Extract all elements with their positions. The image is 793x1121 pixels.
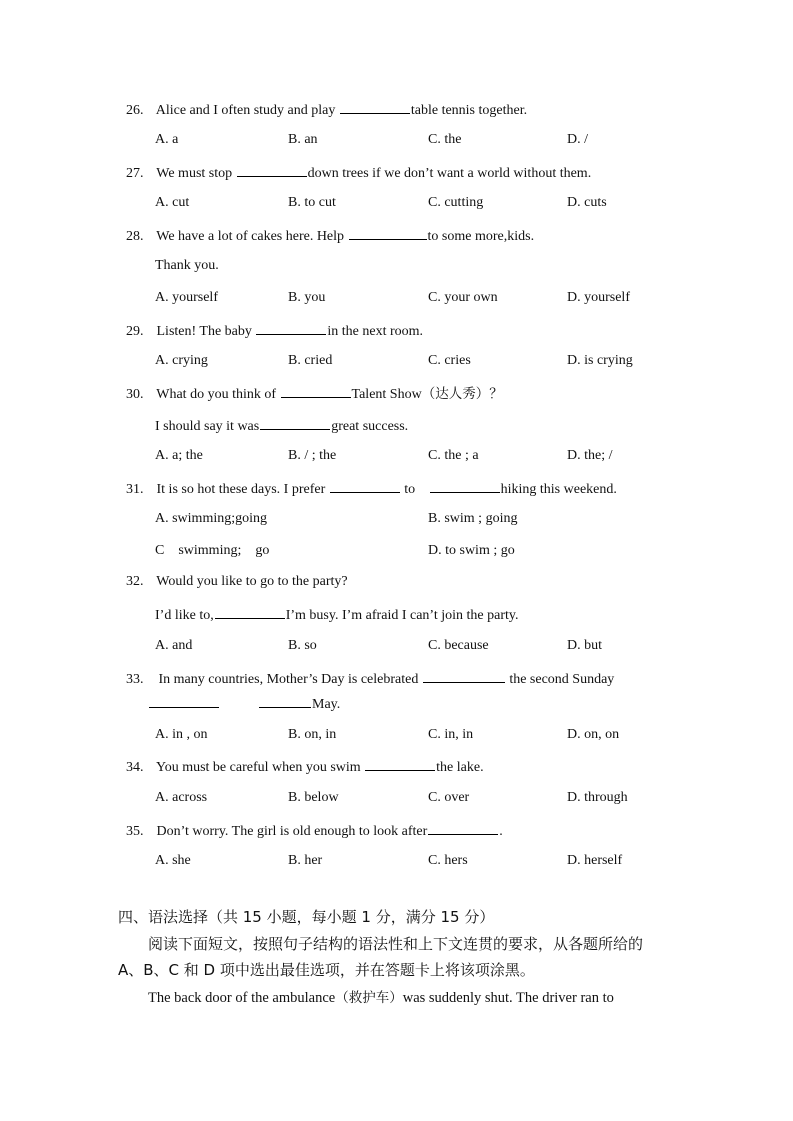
option-c: C. hers [428,853,468,868]
option-b: B. so [288,638,317,653]
passage-line [148,988,614,1008]
answer-blank [260,416,330,430]
question-stem: What do you think of [156,387,277,402]
option-d: D. through [567,790,628,805]
answer-blank [428,821,498,835]
option-b: B. on, in [288,727,337,742]
option-b: B. below [288,790,339,805]
question-stem-line2 [148,694,340,714]
question-number: 29. [126,324,144,339]
option-d: D. to swim ; go [428,543,515,558]
question-stem: to [404,482,416,497]
question-stem: in the next room. [327,324,424,339]
option-d: D. but [567,638,602,653]
question-stem: You must be careful when you swim [155,760,361,775]
option-b: B. / ; the [288,448,337,463]
option-b: B. cried [288,353,333,368]
question-stem: We must stop [156,166,233,181]
question-number: 31. [126,482,144,497]
option-c: C. over [428,790,470,805]
question-stem: hiking this weekend. [500,482,617,497]
question-28 [126,226,534,246]
option-d: D. / [567,132,588,147]
option-b: B. her [288,853,323,868]
option-c: C. cutting [428,195,484,210]
question-30 [126,384,503,404]
question-stem-line2 [155,416,408,436]
question-stem: I’m busy. I’m afraid I can’t join the party. [285,608,519,623]
option-d: D. is crying [567,353,633,368]
answer-blank [256,321,326,335]
passage-text-cn: （救护车） [335,990,403,1006]
question-stem: I should say it was [155,419,260,434]
question-stem: Alice and I often study and play [155,103,336,118]
question-stem: table tennis together. [410,103,528,118]
option-d: D. the; / [567,448,613,463]
question-35 [126,821,503,841]
question-stem: We have a lot of cakes here. Help [156,229,345,244]
question-stem-line2 [155,605,518,625]
section-instructions: A、B、C 和 D 项中选出最佳选项，并在答题卡上将该项涂黑。 [118,961,535,979]
question-stem: down trees if we don’t want a world without them. [307,166,592,181]
question-number: 28. [126,229,144,244]
passage-text: was suddenly shut. The driver ran to [402,990,614,1006]
answer-blank [423,669,505,683]
answer-blank [330,479,400,493]
question-number: 26. [126,103,144,118]
question-stem: It is so hot these days. I prefer [156,482,326,497]
answer-blank [365,757,435,771]
question-stem: great success. [331,419,409,434]
option-b: B. to cut [288,195,336,210]
question-stem: May. [312,697,341,712]
answer-blank [281,384,351,398]
option-c: C. your own [428,290,498,305]
option-a: A. a [155,132,179,147]
option-d: D. yourself [567,290,630,305]
answer-blank [349,226,427,240]
option-c: C. cries [428,353,471,368]
question-stem-cn: （达人秀）？ [421,386,503,402]
question-number: 33. [126,672,144,687]
question-stem-line2: Thank you. [155,258,219,273]
question-34 [126,757,484,777]
answer-blank [340,100,410,114]
question-number: 30. [126,387,144,402]
option-a: A. across [155,790,208,805]
option-b: B. swim ; going [428,511,518,526]
option-a: A. and [155,638,193,653]
question-stem: the lake. [436,760,484,775]
question-31 [126,479,617,499]
answer-blank [149,694,219,708]
option-c: C swimming; go [155,543,270,558]
option-c: C. in, in [428,727,474,742]
answer-blank [237,163,307,177]
option-a: A. crying [155,353,208,368]
question-stem: . [499,824,503,839]
question-26 [126,100,527,120]
option-d: D. on, on [567,727,620,742]
question-29 [126,321,423,341]
question-stem: Don’t worry. The girl is old enough to look after [156,824,428,839]
answer-blank [259,694,311,708]
question-stem: I’d like to, [155,608,214,623]
question-stem: In many countries, Mother’s Day is celebrated [158,672,419,687]
option-c: C. the ; a [428,448,479,463]
question-number: 27. [126,166,144,181]
option-a: A. she [155,853,191,868]
option-d: D. cuts [567,195,607,210]
question-number: 32. [126,574,144,589]
option-a: A. swimming;going [155,511,268,526]
question-stem: to some more,kids. [427,229,535,244]
question-32 [126,573,348,591]
question-27 [126,163,591,183]
option-a: A. yourself [155,290,218,305]
option-b: B. an [288,132,318,147]
question-stem: Listen! The baby [156,324,252,339]
question-number: 34. [126,760,144,775]
option-c: C. the [428,132,462,147]
option-d: D. herself [567,853,623,868]
section-heading: 四、语法选择（共 15 小题，每小题 1 分，满分 15 分） [118,908,495,926]
answer-blank [215,605,285,619]
passage-text: The back door of the ambulance [148,990,336,1006]
section-instructions: 阅读下面短文，按照句子结构的语法性和上下文连贯的要求，从各题所给的 [148,935,644,953]
question-stem: Talent Show [351,387,422,402]
option-b: B. you [288,290,326,305]
option-a: A. a; the [155,448,203,463]
option-a: A. cut [155,195,190,210]
option-c: C. because [428,638,489,653]
question-number: 35. [126,824,144,839]
answer-blank [430,479,500,493]
question-33 [126,669,614,689]
option-a: A. in , on [155,727,208,742]
question-stem: Would you like to go to the party? [156,574,348,589]
question-stem: the second Sunday [509,672,615,687]
